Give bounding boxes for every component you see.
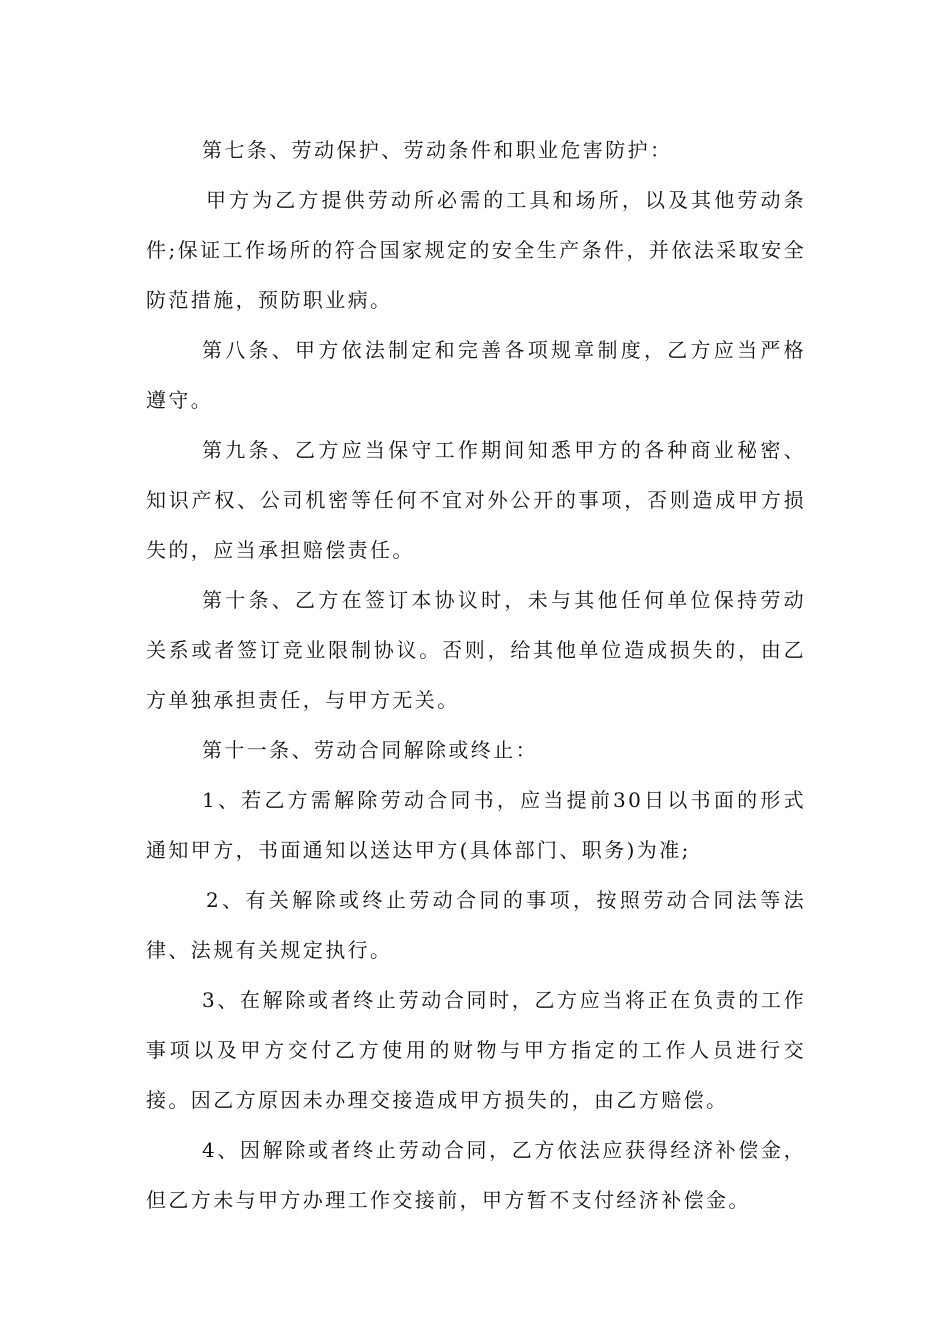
article-11-item-4: 4、因解除或者终止劳动合同，乙方依法应获得经济补偿金，但乙方未与甲方办理工作交接前，甲方暂不支付经济补偿金。	[146, 1138, 806, 1212]
article-9: 第九条、乙方应当保守工作期间知悉甲方的各种商业秘密、知识产权、公司机密等任何不宜对外公开的事项，否则造成甲方损失的，应当承担赔偿责任。	[146, 438, 806, 562]
article-11-item-1: 1、若乙方需解除劳动合同书，应当提前30日以书面的形式通知甲方，书面通知以送达甲方(具体部门、职务)为准;	[146, 788, 806, 862]
article-11-item-2: 2、有关解除或终止劳动合同的事项，按照劳动合同法等法律、法规有关规定执行。	[146, 888, 806, 962]
article-10: 第十条、乙方在签订本协议时，未与其他任何单位保持劳动关系或者签订竞业限制协议。否则，给其他单位造成损失的，由乙方单独承担责任，与甲方无关。	[146, 588, 806, 712]
article-11-heading: 第十一条、劳动合同解除或终止：	[202, 738, 538, 762]
article-7-heading: 第七条、劳动保护、劳动条件和职业危害防护：	[202, 138, 673, 162]
article-11-item-3: 3、在解除或者终止劳动合同时，乙方应当将正在负责的工作事项以及甲方交付乙方使用的财物与甲方指定的工作人员进行交接。因乙方原因未办理交接造成甲方损失的，由乙方赔偿。	[146, 988, 806, 1112]
article-7-body: 甲方为乙方提供劳动所必需的工具和场所，以及其他劳动条件;保证工作场所的符合国家规定的安全生产条件，并依法采取安全防范措施，预防职业病。	[146, 188, 806, 312]
article-8: 第八条、甲方依法制定和完善各项规章制度，乙方应当严格遵守。	[146, 338, 806, 412]
